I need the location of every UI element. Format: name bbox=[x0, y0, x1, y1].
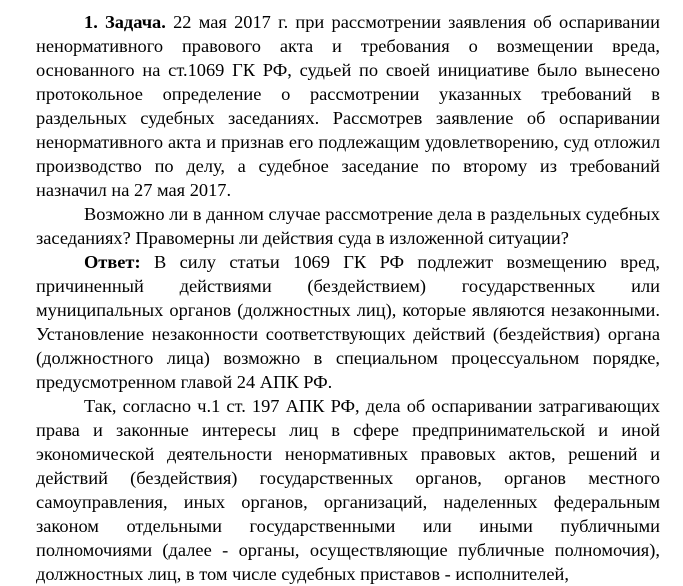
task-paragraph bbox=[36, 10, 660, 202]
article-197-text: Так, согласно ч.1 ст. 197 АПК РФ, дела об оспаривании затрагивающих права и законные интересы лиц в сфере предпринимательской и иной экономической деятельности ненормативных правовых актов, решений и действий (бездействия) государственных органов, органов местного самоуправления, иных органов, организаций, наделенных федеральным законом отдельными государственными или иными публичными полномочиями (далее - органы, осуществляющие публичные полномочия), должностных лиц, в том числе судебных приставов - исполнителей, bbox=[36, 396, 660, 584]
article-197-paragraph bbox=[36, 394, 660, 586]
document-page bbox=[36, 10, 660, 586]
answer-paragraph bbox=[36, 250, 660, 394]
task-text: 22 мая 2017 г. при рассмотрении заявления об оспаривании ненормативного правового акта и требования о возмещении вреда, основанного на ст.1069 ГК РФ, судьей по своей инициативе было вынесено протокольное определение о рассмотрении указанных требований в раздельных судебных заседаниях. Рассмотрев заявление об оспаривании ненормативного акта и признав его подлежащим удовлетворению, суд отложил производство по делу, а судебное заседание по второму из требований назначил на 27 мая 2017. bbox=[36, 12, 660, 200]
question-paragraph bbox=[36, 202, 660, 250]
answer-text: В силу статьи 1069 ГК РФ подлежит возмещению вред, причиненный действиями (бездействием) государственных или муниципальных органов (должностных лиц), которые являются незаконными. Установление незаконности соответствующих действий (бездействия) органа (должностного лица) возможно в специальном процессуальном порядке, предусмотренном главой 24 АПК РФ. bbox=[36, 252, 660, 392]
task-label: 1. Задача. bbox=[84, 12, 166, 32]
answer-label: Ответ: bbox=[84, 252, 141, 272]
question-text: Возможно ли в данном случае рассмотрение дела в раздельных судебных заседаниях? Правомерны ли действия суда в изложенной ситуации? bbox=[36, 204, 660, 248]
